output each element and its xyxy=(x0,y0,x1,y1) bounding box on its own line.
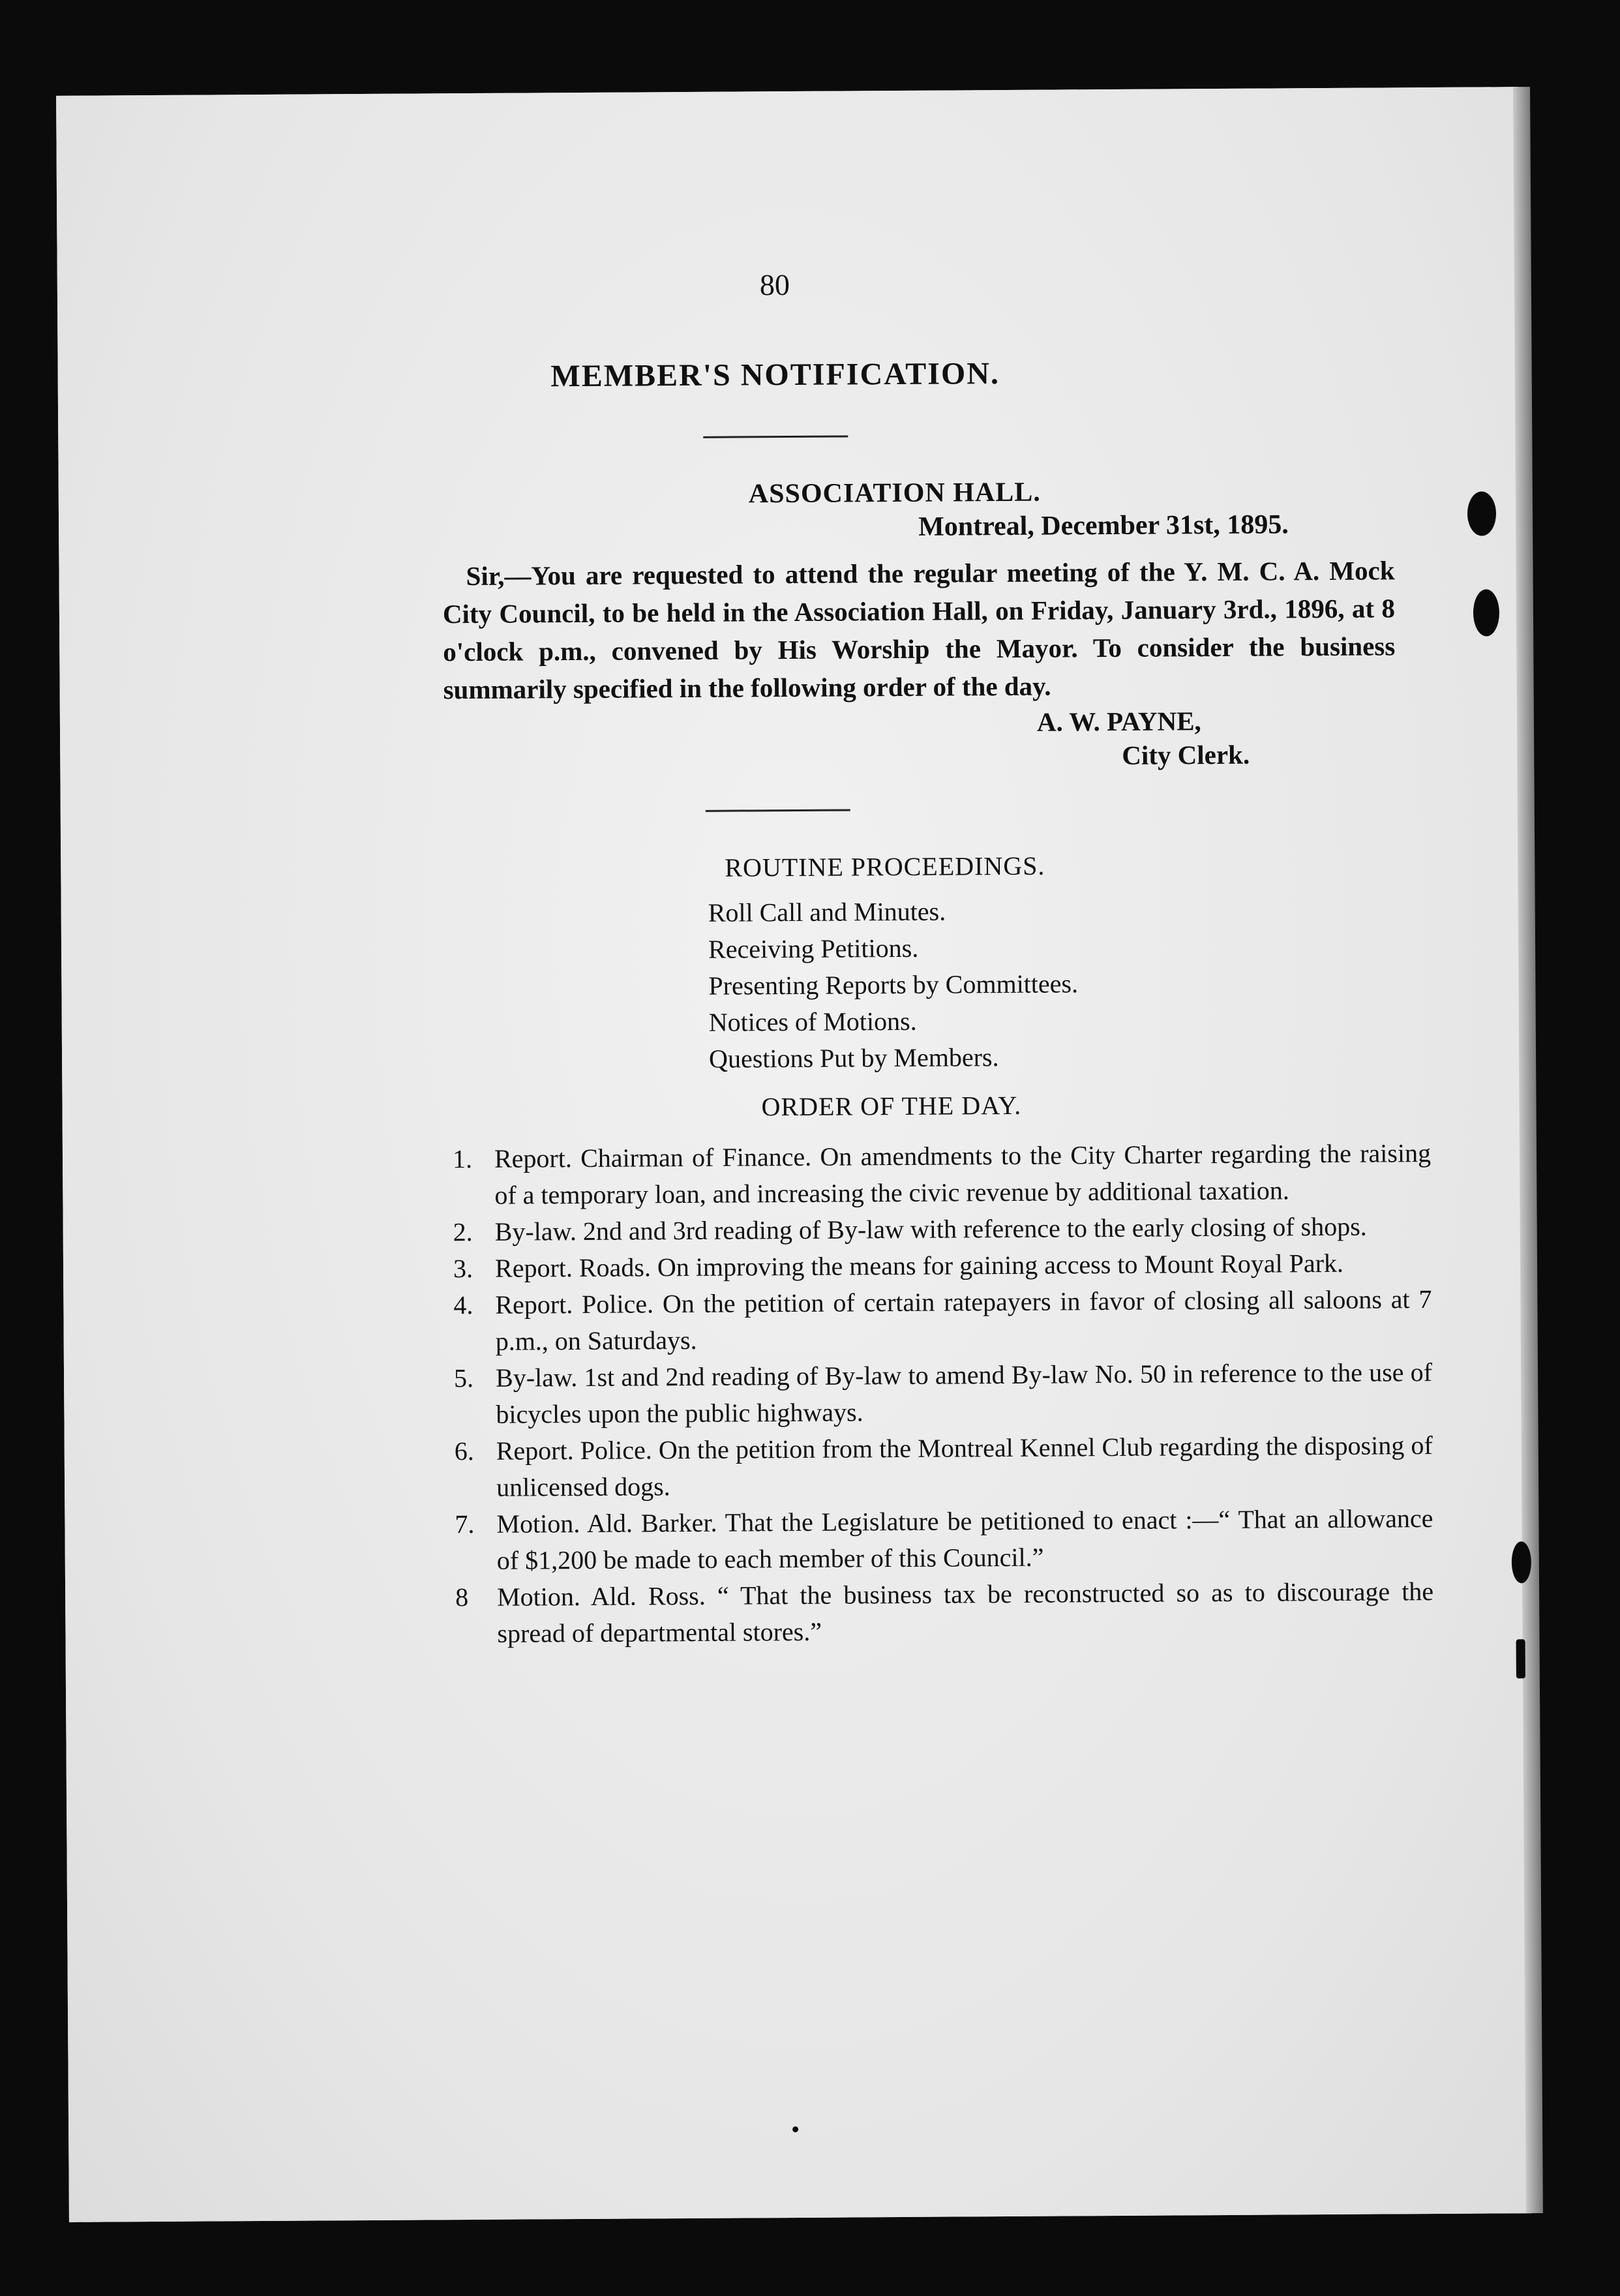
order-item-6 xyxy=(455,1427,1433,1506)
page-content xyxy=(376,264,1434,1653)
dateline: Montreal, December 31st, 1895. xyxy=(918,509,1289,542)
order-text: Report. Police. On the petition from the Montreal Kennel Club regarding the disposing of unlicensed dogs. xyxy=(496,1430,1433,1502)
routine-heading: ROUTINE PROCEEDINGS. xyxy=(725,851,1045,883)
order-number: 5. xyxy=(453,1363,474,1393)
order-item-7 xyxy=(455,1500,1433,1579)
order-number: 6. xyxy=(454,1436,474,1466)
list-item: Questions Put by Members. xyxy=(708,1042,999,1074)
title-divider xyxy=(703,435,848,438)
order-item-4 xyxy=(453,1281,1432,1360)
order-item-3 xyxy=(453,1245,1432,1287)
ink-blot xyxy=(1473,589,1499,636)
list-item: Roll Call and Minutes. xyxy=(708,896,946,928)
ink-blot xyxy=(1467,491,1496,536)
order-text: Report. Roads. On improving the means for gaining access to Mount Royal Park. xyxy=(494,1248,1344,1283)
order-item-2 xyxy=(453,1208,1432,1250)
order-text: Motion. Ald. Barker. That the Legislature be petitioned to enact :—“ That an allowance of $1,200 be made to each member of this Council.” xyxy=(496,1503,1433,1575)
order-item-5 xyxy=(454,1354,1433,1433)
order-number: 7. xyxy=(455,1509,475,1539)
order-text: Motion. Ald. Ross. “ That the business tax be reconstructed so as to discourage the spread of departmental stores.” xyxy=(496,1577,1434,1648)
section-divider xyxy=(706,809,850,811)
list-item: Receiving Petitions. xyxy=(708,933,919,964)
routine-list xyxy=(708,890,1424,1078)
page-number: 80 xyxy=(759,268,790,302)
list-item: Presenting Reports by Committees. xyxy=(708,969,1079,1001)
order-number: 2. xyxy=(453,1217,473,1247)
ink-blot xyxy=(1516,1639,1525,1678)
order-text: By-law. 1st and 2nd reading of By-law to amend By-law No. 50 in reference to the use of bicycles upon the public highways. xyxy=(495,1357,1433,1429)
location-heading: ASSOCIATION HALL. xyxy=(748,477,1041,509)
order-number: 1. xyxy=(452,1144,473,1174)
page-title: MEMBER'S NOTIFICATION. xyxy=(550,356,1000,394)
list-item: Notices of Motions. xyxy=(708,1006,917,1037)
page-edge-shadow xyxy=(1513,87,1543,2213)
order-heading: ORDER OF THE DAY. xyxy=(761,1090,1022,1122)
order-number: 4. xyxy=(453,1290,473,1320)
order-number: 3. xyxy=(453,1254,473,1284)
ink-speck xyxy=(792,2126,798,2132)
order-text: Report. Police. On the petition of certain ratepayers in favor of closing all saloons at 7 p.m., on Saturdays. xyxy=(495,1284,1432,1356)
order-item-1 xyxy=(453,1135,1432,1214)
document-page xyxy=(56,87,1531,2222)
order-list xyxy=(453,1135,1434,1652)
order-number: 8 xyxy=(455,1582,469,1612)
ink-blot xyxy=(1512,1541,1531,1583)
signature-title: City Clerk. xyxy=(1122,739,1250,770)
order-text: By-law. 2nd and 3rd reading of By-law with reference to the early closing of shops. xyxy=(494,1211,1367,1246)
letter-body: Sir,—You are requested to attend the regular meeting of the Y. M. C. A. Mock City Council, to be held in the Association Hall, on Friday, January 3rd., 1896, at 8 o'clock p.m., convened by His Worship the Mayor. To consider the business summarily specified in the following order of the day. xyxy=(442,555,1396,705)
order-item-8 xyxy=(455,1573,1434,1652)
signature-name: A. W. PAYNE, xyxy=(1036,706,1201,737)
order-text: Report. Chairman of Finance. On amendments to the City Charter regarding the raising of a temporary loan, and increasing the civic revenue by additional taxation. xyxy=(494,1138,1432,1210)
